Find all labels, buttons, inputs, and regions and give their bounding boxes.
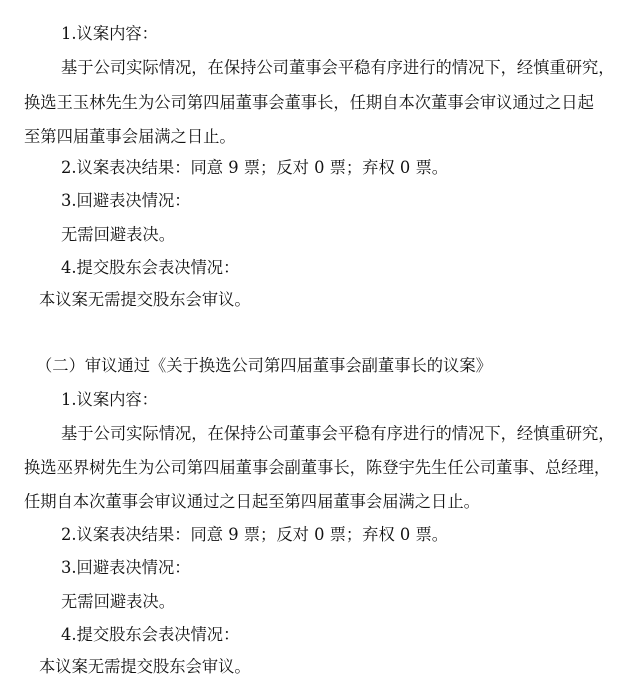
s2-content-line-2: 换选巫界树先生为公司第四届董事会副董事长，陈登宇先生任公司董事、总经理，	[24, 458, 611, 477]
s1-vote-result: 2.议案表决结果：同意 9 票；反对 0 票；弃权 0 票。	[61, 158, 449, 177]
s2-recusal-value: 无需回避表决。	[61, 592, 175, 611]
s2-content-label: 1.议案内容：	[61, 390, 158, 409]
s1-content-line-1: 基于公司实际情况，在保持公司董事会平稳有序进行的情况下，经慎重研究，	[61, 58, 615, 77]
s1-recusal-value: 无需回避表决。	[61, 225, 175, 244]
s2-recusal-label: 3.回避表决情况：	[61, 558, 191, 577]
s1-recusal-label: 3.回避表决情况：	[61, 191, 191, 210]
s1-content-line-3: 至第四届董事会届满之日止。	[24, 127, 236, 146]
s1-shareholder-label: 4.提交股东会表决情况：	[61, 258, 240, 277]
s1-content-label: 1.议案内容：	[61, 24, 158, 43]
s2-shareholder-value: 本议案无需提交股东会审议。	[39, 657, 251, 676]
s1-content-line-2: 换选王玉林先生为公司第四届董事会董事长，任期自本次董事会审议通过之日起	[24, 93, 594, 112]
s2-vote-result: 2.议案表决结果：同意 9 票；反对 0 票；弃权 0 票。	[61, 525, 449, 544]
s2-shareholder-label: 4.提交股东会表决情况：	[61, 625, 240, 644]
s1-shareholder-value: 本议案无需提交股东会审议。	[39, 290, 251, 309]
s2-heading: （二）审议通过《关于换选公司第四届董事会副董事长的议案》	[36, 356, 492, 375]
s2-content-line-1: 基于公司实际情况，在保持公司董事会平稳有序进行的情况下，经慎重研究，	[61, 424, 615, 443]
s2-content-line-3: 任期自本次董事会审议通过之日起至第四届董事会届满之日止。	[24, 492, 480, 511]
